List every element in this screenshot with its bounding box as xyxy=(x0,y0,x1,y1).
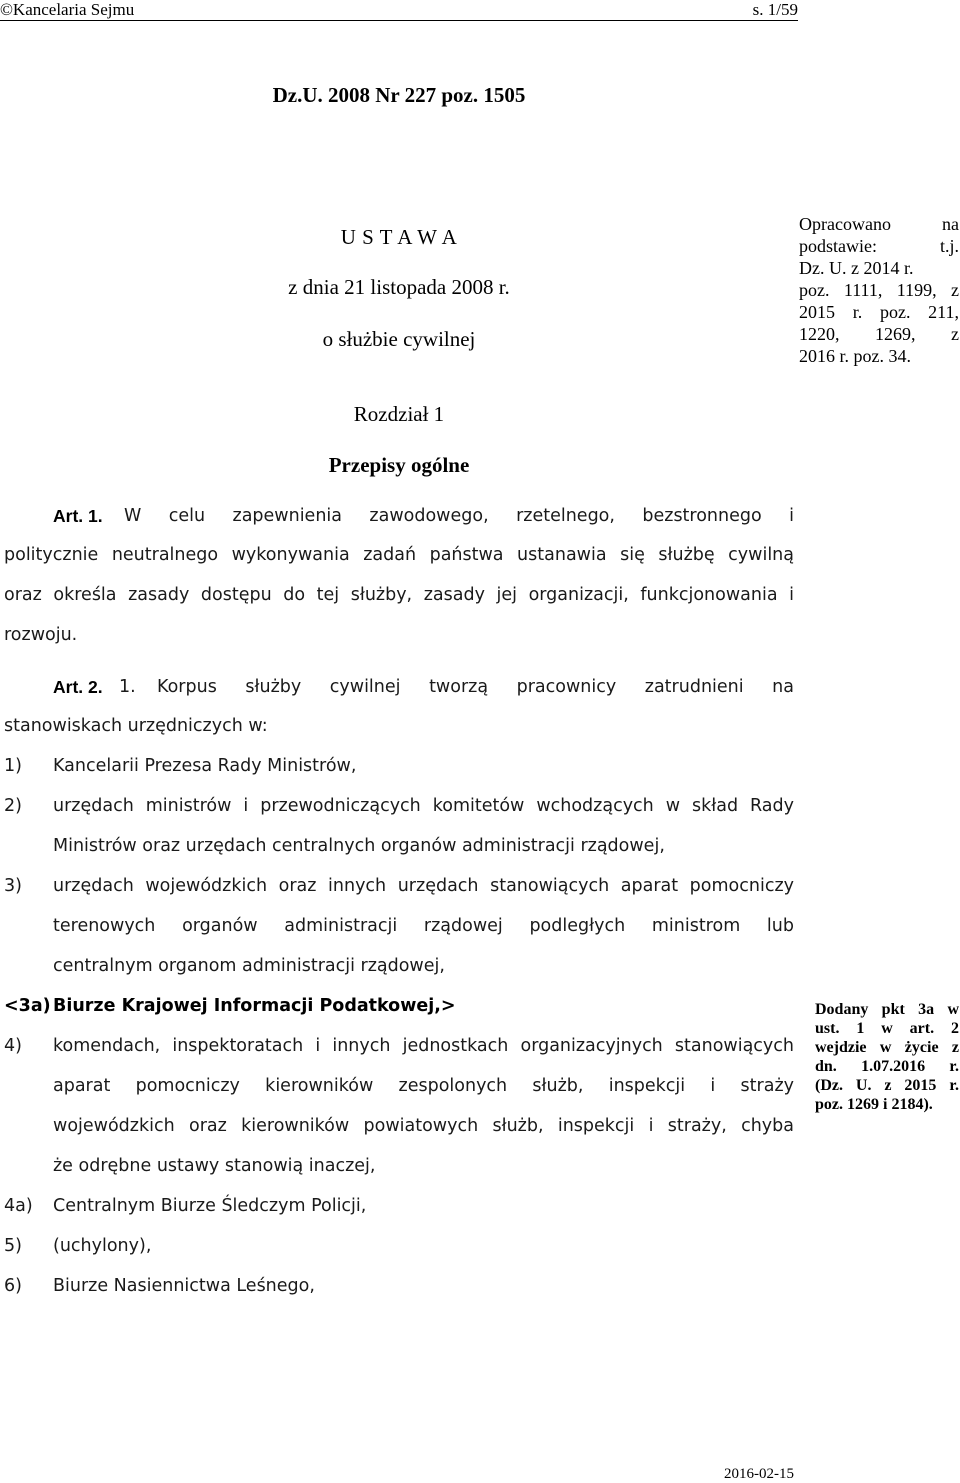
amendment-note-line: wejdzie w życie z xyxy=(815,1039,959,1056)
list-item: Biurze Nasiennictwa Leśnego, xyxy=(53,1276,315,1296)
source-note-line: Dz. U. z 2014 r. xyxy=(799,258,914,278)
source-note-line: podstawie: t.j. xyxy=(799,236,959,256)
list-item-number: <3a) xyxy=(4,996,51,1016)
article-1-line: politycznie neutralnego wykonywania zadań państwa ustanawia się służbę cywilną xyxy=(4,545,794,565)
publisher-label: ©Kancelaria Sejmu xyxy=(0,0,135,19)
act-subject: o służbie cywilnej xyxy=(322,327,476,351)
article-2-line xyxy=(53,675,794,699)
amendment-note-line: ust. 1 w art. 2 xyxy=(815,1020,959,1037)
article-1-line xyxy=(53,504,794,528)
list-item: Kancelarii Prezesa Rady Ministrów, xyxy=(53,756,357,776)
source-note-line: 2015 r. poz. 211, xyxy=(799,302,959,322)
list-item-number: 4a) xyxy=(4,1196,33,1216)
list-item-number: 5) xyxy=(4,1236,22,1256)
chapter-title: Przepisy ogólne xyxy=(328,453,470,477)
article-2-text: Korpus służby cywilnej tworzą pracownicy zatrudnieni na xyxy=(157,677,794,697)
list-item: urzędach wojewódzkich oraz innych urzędach stanowiących aparat pomocniczy xyxy=(53,876,794,896)
amendment-note-line: dn. 1.07.2016 r. xyxy=(815,1058,959,1075)
amendment-note-line: poz. 1269 i 2184). xyxy=(815,1096,933,1113)
list-item: że odrębne ustawy stanowią inaczej, xyxy=(53,1156,376,1176)
article-1-line: oraz określa zasady dostępu do tej służby, zasady jej organizacji, funkcjonowania i xyxy=(4,585,794,605)
source-note-line: 1220, 1269, z xyxy=(799,324,959,344)
journal-reference: Dz.U. 2008 Nr 227 poz. 1505 xyxy=(272,83,526,107)
article-2-line: stanowiskach urzędniczych w: xyxy=(4,716,268,736)
list-item: terenowych organów administracji rządowej podległych ministrom lub xyxy=(53,916,794,936)
list-item-number: 1) xyxy=(4,756,22,776)
act-type: U S T A W A xyxy=(340,225,458,249)
chapter-label: Rozdział 1 xyxy=(353,402,445,426)
amendment-note-line: Dodany pkt 3a w xyxy=(815,1001,959,1018)
article-2-paragraph-number: 1. xyxy=(119,677,136,697)
list-item: Biurze Krajowej Informacji Podatkowej,> xyxy=(53,996,456,1016)
article-1-text: W celu zapewnienia zawodowego, rzetelnego, bezstronnego i xyxy=(124,506,794,526)
footer-date: 2016-02-15 xyxy=(724,1466,794,1482)
list-item: Ministrów oraz urzędach centralnych organów administracji rządowej, xyxy=(53,836,665,856)
source-note-line: poz. 1111, 1199, z xyxy=(799,280,959,300)
amendment-note-line: (Dz. U. z 2015 r. xyxy=(815,1077,959,1094)
list-item-number: 4) xyxy=(4,1036,22,1056)
article-1-label: Art. 1. xyxy=(53,506,103,526)
article-1-line: rozwoju. xyxy=(4,625,78,645)
act-date: z dnia 21 listopada 2008 r. xyxy=(288,275,510,299)
list-item: Centralnym Biurze Śledczym Policji, xyxy=(53,1196,367,1216)
list-item: komendach, inspektoratach i innych jednostkach organizacyjnych stanowiących xyxy=(53,1036,794,1056)
amendment-note xyxy=(815,1000,959,1114)
list-item: (uchylony), xyxy=(53,1236,152,1256)
list-item-number: 6) xyxy=(4,1276,22,1296)
list-item: centralnym organom administracji rządowej, xyxy=(53,956,445,976)
list-item: aparat pomocniczy kierowników zespolonych służb, inspekcji i straży xyxy=(53,1076,794,1096)
source-note-line: 2016 r. poz. 34. xyxy=(799,346,911,366)
list-item-number: 2) xyxy=(4,796,22,816)
header-divider xyxy=(0,20,798,21)
source-note-line: Opracowano na xyxy=(799,214,959,234)
source-note xyxy=(799,213,959,367)
article-2-label: Art. 2. xyxy=(53,677,103,697)
list-item-number: 3) xyxy=(4,876,22,896)
list-item: urzędach ministrów i przewodniczących komitetów wchodzących w skład Rady xyxy=(53,796,794,816)
page-number: s. 1/59 xyxy=(752,0,798,19)
list-item: wojewódzkich oraz kierowników powiatowych służb, inspekcji i straży, chyba xyxy=(53,1116,794,1136)
